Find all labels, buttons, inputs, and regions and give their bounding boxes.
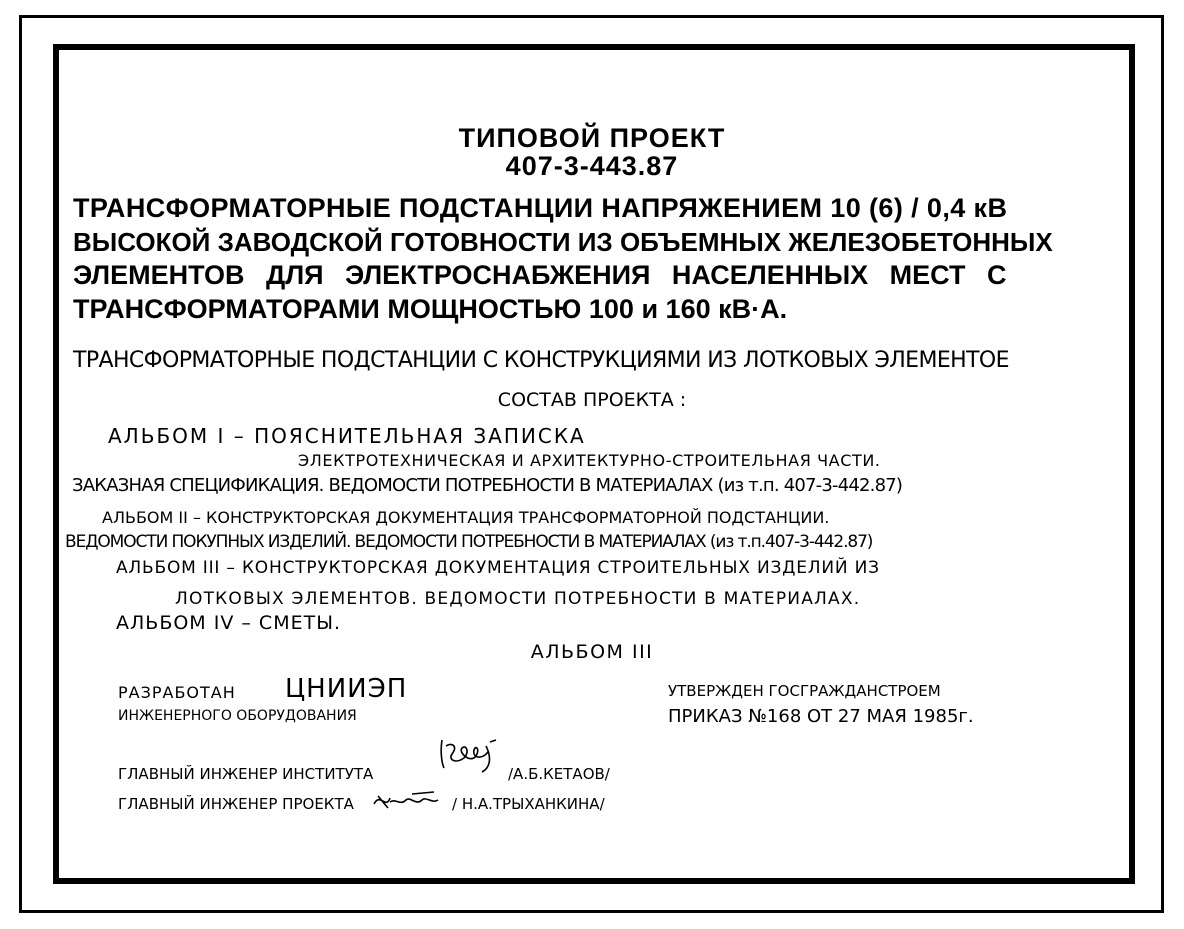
album-1-line-2: ЭЛЕКТРОТЕХНИЧЕСКАЯ И АРХИТЕКТУРНО-СТРОИТЕЛЬНАЯ ЧАСТИ.: [298, 451, 881, 470]
heading-line-3: ЭЛЕМЕНТОВ ДЛЯ ЭЛЕКТРОСНАБЖЕНИЯ НАСЕЛЕННЫХ МЕСТ С: [73, 260, 1007, 290]
album-4-line: АЛЬБОМ IV – СМЕТЫ.: [116, 612, 341, 634]
developer-org: ЦНИИЭП: [285, 674, 408, 704]
heading-line-2: ВЫСОКОЙ ЗАВОДСКОЙ ГОТОВНОСТИ ИЗ ОБЪЕМНЫХ ЖЕЛЕЗОБЕТОННЫХ: [73, 227, 1053, 257]
signature-1: [436, 734, 500, 774]
heading-line-4: ТРАНСФОРМАТОРАМИ МОЩНОСТЬЮ 100 и 160 кВ·А.: [73, 294, 788, 324]
signature-1-glyph: [436, 734, 500, 774]
album-2-line-2: ВЕДОМОСТИ ПОКУПНЫХ ИЗДЕЛИЙ. ВЕДОМОСТИ ПОТРЕБНОСТИ В МАТЕРИАЛАХ (из т.п.407-3-442.87): [65, 532, 873, 552]
developer-label: РАЗРАБОТАН: [118, 683, 236, 702]
album-3-line-2: ЛОТКОВЫХ ЭЛЕМЕНТОВ. ВЕДОМОСТИ ПОТРЕБНОСТИ В МАТЕРИАЛАХ.: [175, 589, 861, 609]
album-3-line: АЛЬБОМ III – КОНСТРУКТОРСКАЯ ДОКУМЕНТАЦИЯ СТРОИТЕЛЬНЫХ ИЗДЕЛИЙ ИЗ: [116, 558, 880, 578]
approval-line-1: УТВЕРЖДЕН ГОСГРАЖДАНСТРОЕМ: [668, 682, 941, 700]
developer-dept: ИНЖЕНЕРНОГО ОБОРУДОВАНИЯ: [118, 708, 357, 724]
composition-heading: СОСТАВ ПРОЕКТА :: [497, 389, 687, 411]
heading-line-1: ТРАНСФОРМАТОРНЫЕ ПОДСТАНЦИИ НАПРЯЖЕНИЕМ 10 (6) / 0,4 кВ: [73, 193, 1008, 223]
signature-2-glyph: [372, 788, 442, 814]
album-label: АЛЬБОМ III: [530, 641, 654, 663]
chief-project-name: / Н.А.ТРЫХАНКИНА/: [452, 795, 605, 813]
chief-institute-label: ГЛАВНЫЙ ИНЖЕНЕР ИНСТИТУТА: [118, 765, 374, 783]
signature-2: [372, 788, 442, 814]
subtitle: ТРАНСФОРМАТОРНЫЕ ПОДСТАНЦИИ С КОНСТРУКЦИЯМИ ИЗ ЛОТКОВЫХ ЭЛЕМЕНТОЕ: [73, 348, 1009, 373]
project-number: 407-3-443.87: [505, 151, 679, 181]
album-1-line-3: ЗАКАЗНАЯ СПЕЦИФИКАЦИЯ. ВЕДОМОСТИ ПОТРЕБНОСТИ В МАТЕРИАЛАХ (из т.п. 407-3-442.87): [72, 475, 903, 496]
chief-project-label: ГЛАВНЫЙ ИНЖЕНЕР ПРОЕКТА: [118, 795, 354, 813]
project-type-title: ТИПОВОЙ ПРОЕКТ: [458, 123, 726, 153]
chief-institute-name: /А.Б.КЕТАОВ/: [508, 765, 610, 783]
album-2-line: АЛЬБОМ II – КОНСТРУКТОРСКАЯ ДОКУМЕНТАЦИЯ ТРАНСФОРМАТОРНОЙ ПОДСТАНЦИИ.: [102, 508, 830, 527]
approval-line-2: ПРИКАЗ №168 ОТ 27 МАЯ 1985г.: [668, 706, 974, 727]
album-1-line: АЛЬБОМ I – ПОЯСНИТЕЛЬНАЯ ЗАПИСКА: [108, 424, 586, 448]
